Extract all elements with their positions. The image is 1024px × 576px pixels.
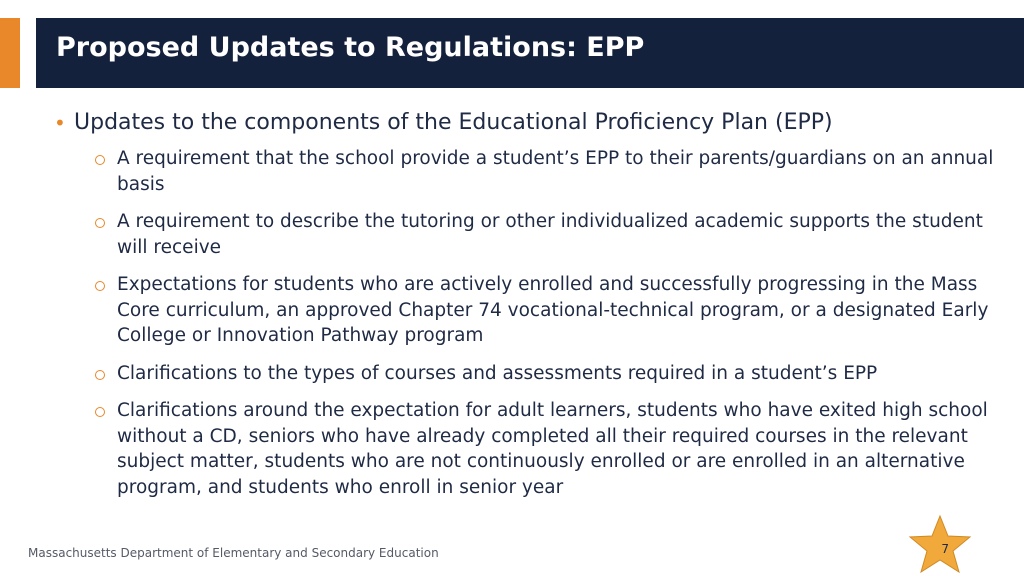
- sub-bullet-text: Expectations for students who are actively enrolled and successfully progressing in the Mass Core curriculum, an approved Chapter 74 vocational-technical program, or a designated Early College or Innovation Pathway program: [117, 274, 989, 346]
- main-bullet-item: [54, 108, 1004, 138]
- hollow-circle-bullet-icon: [94, 146, 117, 171]
- title-accent-bar: [0, 18, 20, 88]
- hollow-circle-bullet-icon: [94, 361, 117, 386]
- sub-bullet-item: [94, 361, 1004, 387]
- sub-bullet-item: [94, 272, 1004, 349]
- filled-dot-bullet-icon: •: [54, 111, 66, 135]
- title-bar: [36, 18, 1024, 88]
- sub-bullet-item: [94, 146, 1004, 197]
- hollow-circle-bullet-icon: [94, 209, 117, 234]
- page-number: 7: [941, 542, 949, 556]
- star-icon: [908, 514, 972, 574]
- main-bullet-text: Updates to the components of the Educational Proficiency Plan (EPP): [74, 110, 833, 135]
- sub-bullet-text: Clarifications around the expectation for adult learners, students who have exited high school without a CD, seniors who have already completed all their required courses in the relevant subject matter, students who are not continuously enrolled or are enrolled in an alternative program, and students who enroll in senior year: [117, 400, 988, 498]
- sub-bullet-text: Clarifications to the types of courses and assessments required in a student’s EPP: [117, 362, 878, 384]
- hollow-circle-bullet-icon: [94, 272, 117, 297]
- sub-bullet-text: A requirement to describe the tutoring or other individualized academic supports the student will receive: [117, 211, 983, 258]
- sub-bullet-item: [94, 398, 1004, 500]
- slide-content: [54, 108, 1004, 512]
- hollow-circle-bullet-icon: [94, 398, 117, 423]
- slide-title: Proposed Updates to Regulations: EPP: [56, 32, 645, 63]
- sub-bullet-text: A requirement that the school provide a student’s EPP to their parents/guardians on an annual basis: [117, 148, 994, 195]
- sub-bullet-item: [94, 209, 1004, 260]
- footer-organization: Massachusetts Department of Elementary and Secondary Education: [28, 546, 439, 560]
